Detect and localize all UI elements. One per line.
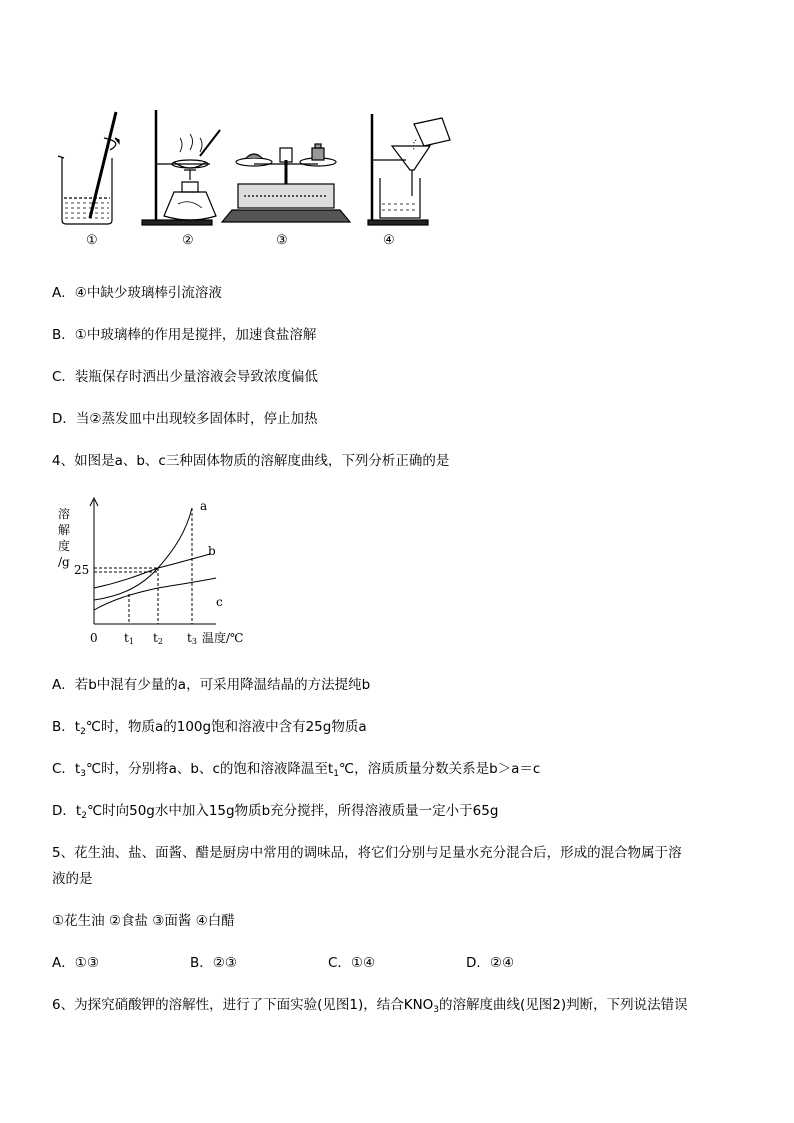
curve-label-a: a [200, 499, 208, 513]
x-tick-t3: t3 [187, 631, 197, 646]
origin-label: 0 [90, 631, 98, 645]
balance-scale-icon [222, 144, 350, 222]
curve-b [94, 554, 210, 588]
q3-option-c: C．装瓶保存时洒出少量溶液会导致浓度偏低 [52, 369, 318, 385]
q3-option-b: B．①中玻璃棒的作用是搅拌，加速食盐溶解 [52, 327, 317, 343]
q5-option-b: B．②③ [190, 955, 237, 971]
x-axis-label: 温度/℃ [202, 631, 244, 645]
beaker-stirring-icon [58, 112, 119, 224]
q4-option-c: C．$t_3℃$时，分别将a、b、c的饱和溶液降温至$t_1℃$，溶质质量分数关系是b＞a＝c [52, 761, 541, 779]
curve-c [94, 578, 216, 610]
y-tick-25: 25 [74, 563, 90, 577]
q5-stem-line2: 液的是 [52, 871, 93, 887]
q5-option-c: C．①④ [328, 955, 376, 971]
q3-option-a: A．④中缺少玻璃棒引流溶液 [52, 285, 222, 301]
filtration-apparatus-icon [368, 114, 450, 225]
q4-option-d: D．$t_2℃$时向50g水中加入15g物质b充分搅拌，所得溶液质量一定小于65g [52, 803, 499, 821]
curve-label-b: b [208, 544, 216, 558]
x-tick-t1: t1 [124, 631, 134, 646]
evaporation-apparatus-icon [142, 110, 220, 225]
ylabel-1: 溶 [58, 507, 71, 521]
q4-stem: 4、如图是a、b、c三种固体物质的溶解度曲线，下列分析正确的是 [52, 453, 450, 469]
ylabel-4: /g [58, 555, 70, 569]
ylabel-2: 解 [58, 523, 71, 537]
q4-option-b: B．$t_2℃$时，物质a的100g饱和溶液中含有25g物质a [52, 719, 367, 737]
solubility-chart [52, 492, 262, 652]
x-tick-t2: t2 [153, 631, 163, 646]
q5-stem-line1: 5、花生油、盐、面酱、醋是厨房中常用的调味品，将它们分别与足量水充分混合后，形成的混合物属于溶 [52, 845, 682, 861]
q3-option-d: D．当②蒸发皿中出现较多固体时，停止加热 [52, 411, 318, 427]
q4-option-a: A．若b中混有少量的a，可采用降温结晶的方法提纯b [52, 677, 371, 693]
apparatus-label-2: ② [182, 233, 194, 248]
q5-option-d: D．②④ [466, 955, 515, 971]
apparatus-label-3: ③ [276, 233, 288, 248]
ylabel-3: 度 [58, 539, 71, 553]
apparatus-label-4: ④ [383, 233, 395, 248]
q5-items: ①花生油 ②食盐 ③面酱 ④白醋 [52, 913, 235, 929]
apparatus-label-1: ① [86, 233, 98, 248]
curve-label-c: c [216, 595, 223, 609]
q5-option-a: A．①③ [52, 955, 99, 971]
curve-a [94, 508, 192, 600]
q6-stem: 6、为探究硝酸钾的溶解性，进行了下面实验(见图1)，结合$KNO_3$的溶解度曲线(见图2)判断，下列说法错误 [52, 997, 688, 1015]
apparatus-figure [50, 100, 470, 250]
